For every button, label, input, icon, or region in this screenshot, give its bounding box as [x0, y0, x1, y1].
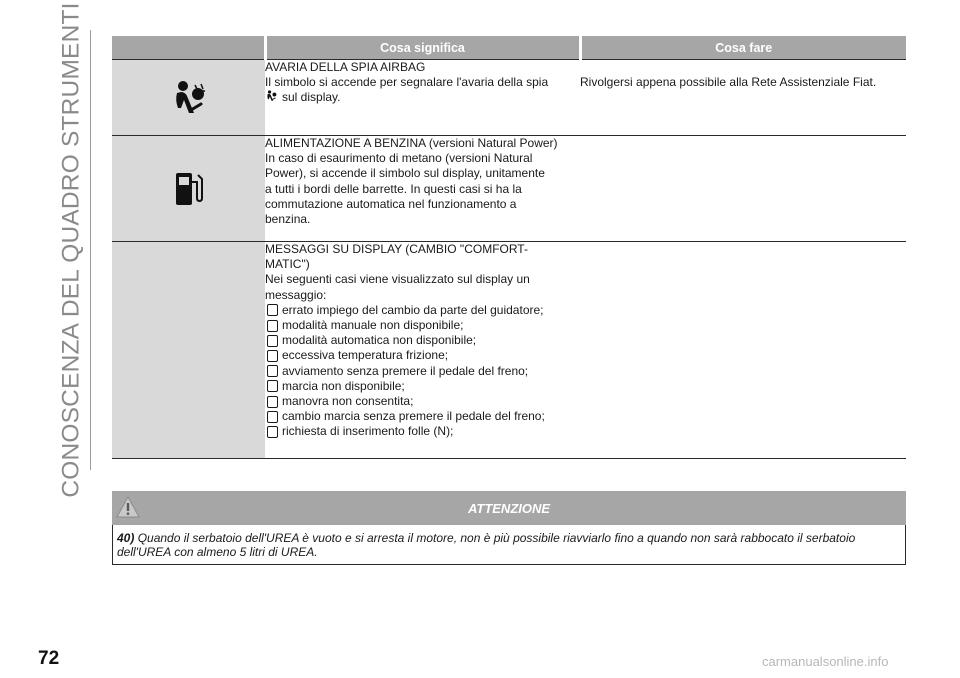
action-cell [580, 60, 906, 136]
row-text: Power), si accende il simbolo sul display, unitamente [265, 166, 545, 181]
warning-triangle-icon [116, 495, 140, 519]
symbol-table [112, 36, 906, 459]
bullet-box-icon [267, 426, 278, 438]
list-item-text: modalità manuale non disponibile; [282, 318, 464, 333]
fuel-pump-icon [174, 170, 204, 208]
row-inline-text: sul display. [282, 90, 341, 105]
icon-cell [112, 136, 265, 242]
list-item [265, 364, 580, 379]
list-item-text: marcia non disponibile; [282, 378, 405, 393]
row-text: messaggio: [265, 287, 327, 302]
icon-cell [112, 60, 265, 136]
bullet-box-icon [267, 396, 278, 408]
header-meaning: Cosa significa [265, 36, 580, 60]
airbag-inline-icon [265, 90, 278, 103]
list-item [265, 409, 580, 424]
warning-text: Quando il serbatoio dell'UREA è vuoto e si arresta il motore, non è più possibile riavviarlo fino a quando non sarà rabbocato il serbatoio dell'UREA con almeno 5 litri di UREA. [117, 531, 856, 559]
header-action: Cosa fare [580, 36, 906, 60]
row-text: Nei seguenti casi viene visualizzato sul display un [265, 272, 530, 287]
row-title: MATIC") [265, 257, 310, 272]
bullet-box-icon [267, 320, 278, 332]
icon-cell [112, 242, 265, 459]
bullet-box-icon [267, 365, 278, 377]
warning-box [112, 491, 906, 565]
bullet-box-icon [267, 411, 278, 423]
row-text: commutazione automatica nel funzionamento a [265, 196, 517, 211]
warning-header [112, 491, 906, 525]
list-item-text: avviamento senza premere il pedale del freno; [282, 363, 529, 378]
warning-title: ATTENZIONE [467, 500, 551, 516]
row-title: ALIMENTAZIONE A BENZINA (versioni Natural Power) [265, 136, 558, 150]
list-item [265, 424, 580, 439]
row-inline-line [265, 90, 580, 105]
row-text: benzina. [265, 212, 311, 227]
row-text: a tutti i bordi delle barrette. In questi casi si ha la [265, 181, 522, 196]
list-item-text: manovra non consentita; [282, 394, 414, 409]
list-item-text: richiesta di inserimento folle (N); [282, 424, 454, 439]
action-text: Rivolgersi appena possibile alla Rete Assistenziale Fiat. [580, 75, 877, 89]
list-item-text: errato impiego del cambio da parte del guidatore; [282, 302, 544, 317]
bullet-box-icon [267, 380, 278, 392]
row-text: In caso di esaurimento di metano (versioni Natural [265, 151, 533, 166]
action-cell [580, 242, 906, 459]
row-title: AVARIA DELLA SPIA AIRBAG [265, 60, 426, 74]
list-item [265, 394, 580, 409]
row-text: Il simbolo si accende per segnalare l'avaria della spia [265, 75, 549, 90]
list-item-text: modalità automatica non disponibile; [282, 333, 477, 348]
table-row [112, 136, 906, 242]
bullet-box-icon [267, 350, 278, 362]
list-item-text: cambio marcia senza premere il pedale del freno; [282, 409, 545, 424]
side-title-text: CONOSCENZA DEL QUADRO STRUMENTI [58, 2, 85, 498]
table-row [112, 60, 906, 136]
watermark: carmanualsonline.info [762, 654, 889, 669]
bullet-box-icon [267, 335, 278, 347]
action-cell [580, 136, 906, 242]
row-title: MESSAGGI SU DISPLAY (CAMBIO "COMFORT- [265, 242, 528, 256]
meaning-cell [265, 242, 580, 459]
side-divider [90, 30, 91, 470]
list-item [265, 348, 580, 363]
warning-body [112, 525, 906, 565]
warning-ref: 40) [117, 531, 135, 545]
side-section-title [52, 2, 92, 498]
meaning-cell [265, 60, 580, 136]
list-item [265, 303, 580, 318]
page-number: 72 [38, 648, 60, 669]
list-item-text: eccessiva temperatura frizione; [282, 348, 449, 363]
airbag-warning-icon [171, 80, 207, 120]
list-item [265, 379, 580, 394]
list-item [265, 318, 580, 333]
meaning-cell [265, 136, 580, 242]
bullet-box-icon [267, 304, 278, 316]
header-icon-col [112, 36, 265, 60]
table-row [112, 242, 906, 459]
table-header-row [112, 36, 906, 60]
list-item [265, 333, 580, 348]
